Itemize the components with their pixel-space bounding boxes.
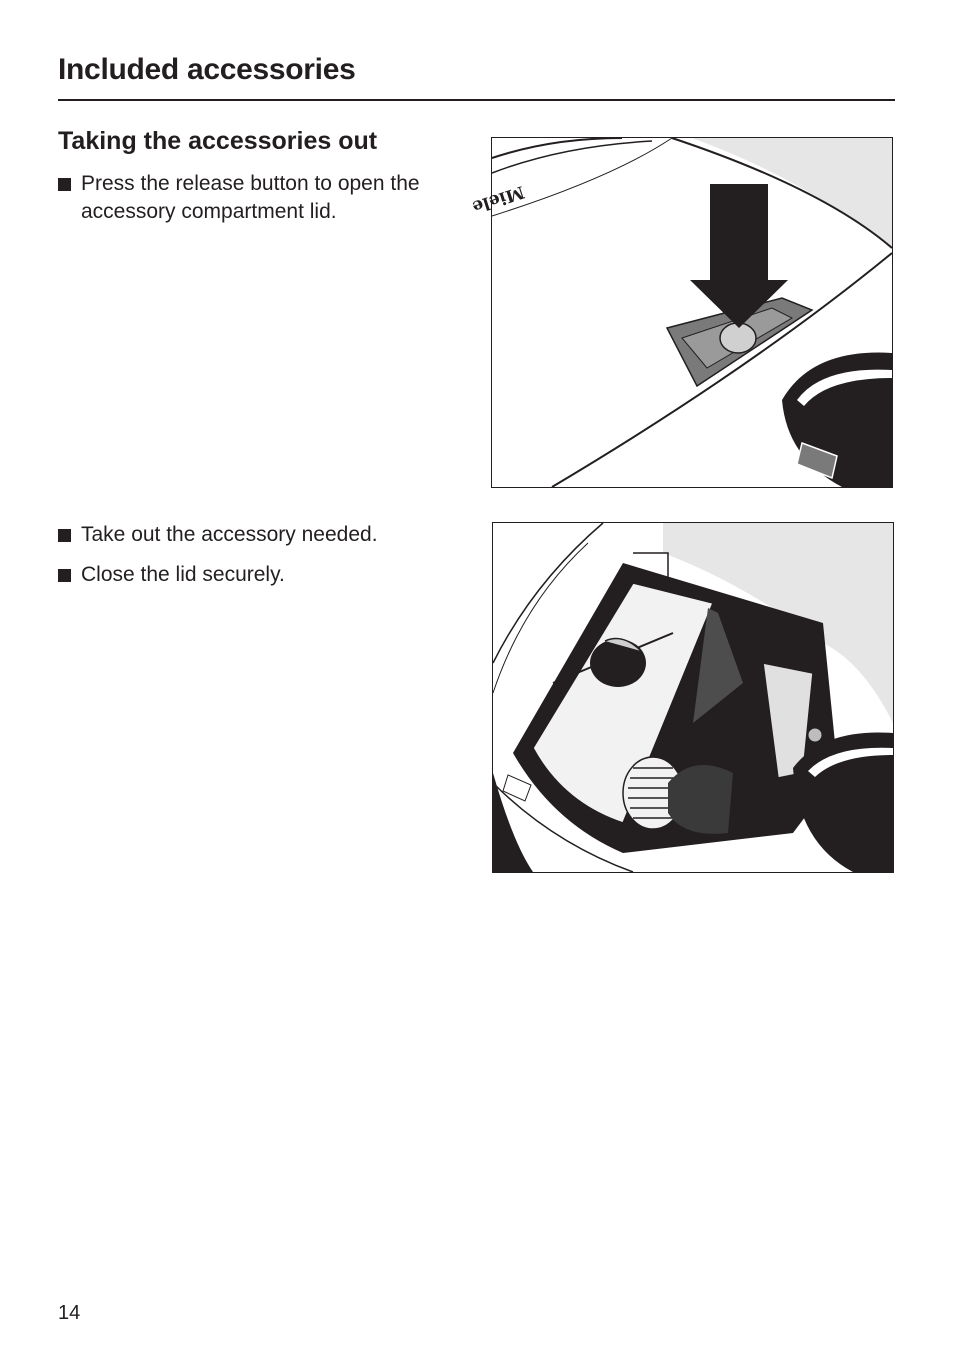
step-item-close-lid [58,561,458,589]
brand-logo: Miele [469,181,527,217]
open-compartment-illustration [492,522,894,873]
page-number: 14 [58,1302,81,1324]
accessory-compartment-drawing [493,523,893,872]
step-text: Press the release button to open the accessory compartment lid. [81,172,420,223]
page-title: Included accessories [58,53,356,86]
release-button-illustration [469,137,893,488]
step-item-press-release [58,170,458,226]
title-divider [58,99,895,101]
vacuum-lid-drawing [469,138,892,487]
step-text: Close the lid securely. [81,563,285,586]
square-bullet-icon [58,569,71,582]
step-text: Take out the accessory needed. [81,523,378,546]
step-item-take-out [58,521,458,549]
square-bullet-icon [58,178,71,191]
section-heading: Taking the accessories out [58,127,378,155]
square-bullet-icon [58,529,71,542]
